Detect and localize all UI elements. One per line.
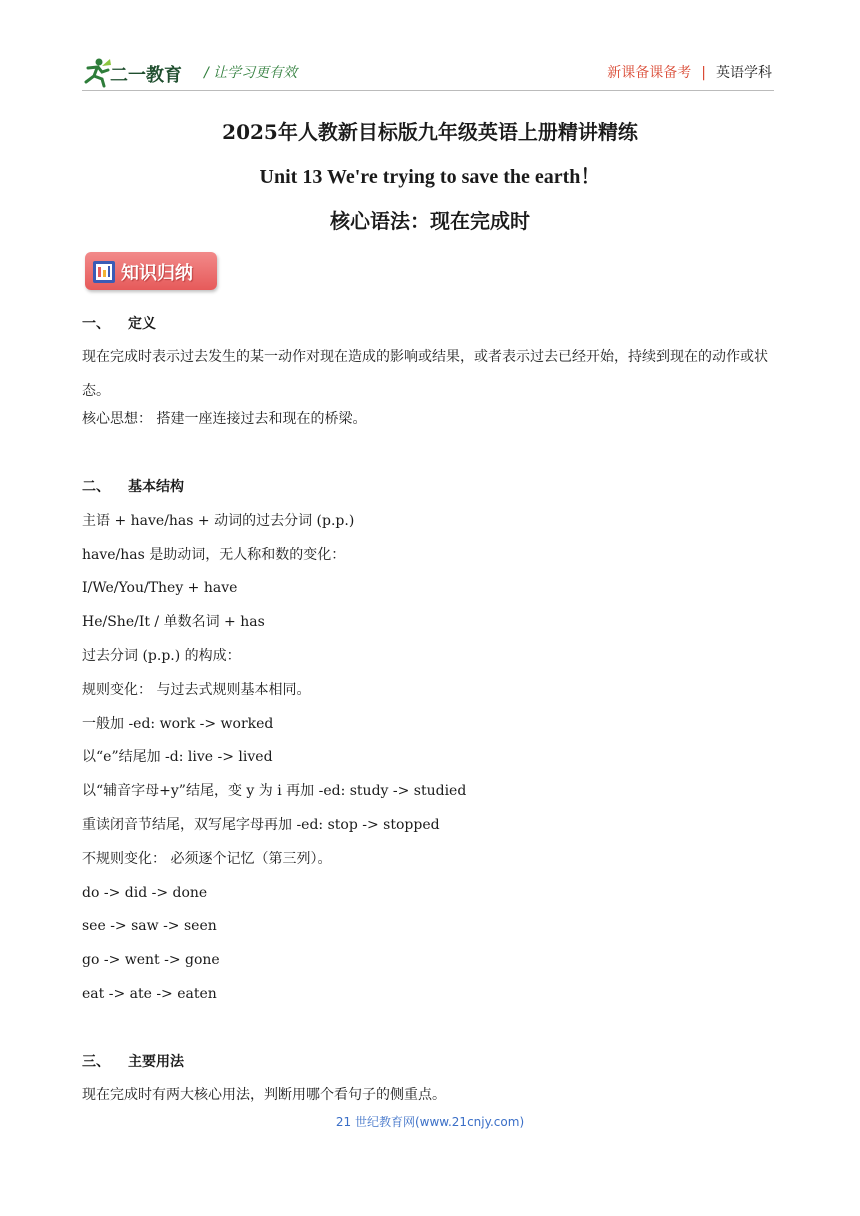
- section-number: 一、: [82, 316, 110, 332]
- section-title: 主要用法: [128, 1053, 184, 1070]
- text-line: have/has 是助动词，无人称和数的变化：: [82, 546, 346, 563]
- book-icon: [91, 257, 117, 285]
- text-line: 重读闭音节结尾，双写尾字母再加 -ed: stop -> stopped: [82, 816, 440, 833]
- text-line: 主语 + have/has + 动词的过去分词 (p.p.): [82, 512, 355, 529]
- text-line: 以“e”结尾加 -d: live -> lived: [82, 749, 273, 766]
- unit-title: Unit 13 We're trying to save the earth！: [259, 166, 601, 188]
- text-line: do -> did -> done: [82, 884, 208, 901]
- text-line: eat -> ate -> eaten: [82, 985, 217, 1002]
- slogan: / 让学习更有效: [204, 65, 298, 81]
- header-subject-label: 英语学科: [716, 65, 772, 81]
- text-line: go -> went -> gone: [82, 952, 220, 969]
- section-number: 二、: [82, 478, 110, 495]
- text-line: 以“辅音字母+y”结尾，变 y 为 i 再加 -ed: study -> studied: [82, 783, 467, 800]
- text-line: see -> saw -> seen: [82, 918, 217, 935]
- spacer: [82, 442, 782, 476]
- text-line: He/She/It / 单数名词 + has: [82, 614, 265, 631]
- header-course-label: 新课备课备考: [607, 65, 692, 81]
- usage-paragraph: 现在完成时有两大核心用法，判断用哪个看句子的侧重点。: [82, 1087, 446, 1104]
- knowledge-badge: [85, 252, 217, 290]
- definition-paragraph: 现在完成时表示过去发生的某一动作对现在造成的影响或结果，或者表示过去已经开始，持续到现在的动作或状态。: [82, 348, 768, 399]
- text-line: I/We/You/They + have: [82, 580, 238, 597]
- section-number: 三、: [82, 1053, 110, 1070]
- section-title: 基本结构: [128, 478, 184, 495]
- page-header: [0, 0, 860, 100]
- runner-logo-icon: [82, 56, 112, 88]
- section-title: 定义: [128, 316, 156, 332]
- text-line: 不规则变化： 必须逐个记忆（第三列）。: [82, 850, 332, 867]
- doc-title: 2025年人教新目标版九年级英语上册精讲精练: [222, 120, 638, 144]
- logo-text: 二一教育: [110, 65, 182, 86]
- header-right: [607, 62, 772, 82]
- header-separator: |: [701, 65, 706, 81]
- spacer: [82, 1017, 782, 1051]
- header-divider: [82, 90, 774, 91]
- main-content: [82, 313, 782, 1118]
- footer-source: 21 世纪教育网(www.21cnjy.com): [335, 1115, 525, 1129]
- core-idea: 核心思想： 搭建一座连接过去和现在的桥梁。: [82, 411, 367, 428]
- text-line: 过去分词 (p.p.) 的构成：: [82, 647, 241, 664]
- grammar-title: 核心语法：现在完成时: [330, 209, 530, 233]
- section-heading-structure: [82, 476, 782, 510]
- text-line: 一般加 -ed: work -> worked: [82, 715, 274, 732]
- badge-label: 知识归纳: [121, 263, 193, 284]
- logo: [82, 56, 192, 88]
- text-line: 规则变化： 与过去式规则基本相同。: [82, 681, 311, 698]
- section-heading-usage: [82, 1051, 782, 1085]
